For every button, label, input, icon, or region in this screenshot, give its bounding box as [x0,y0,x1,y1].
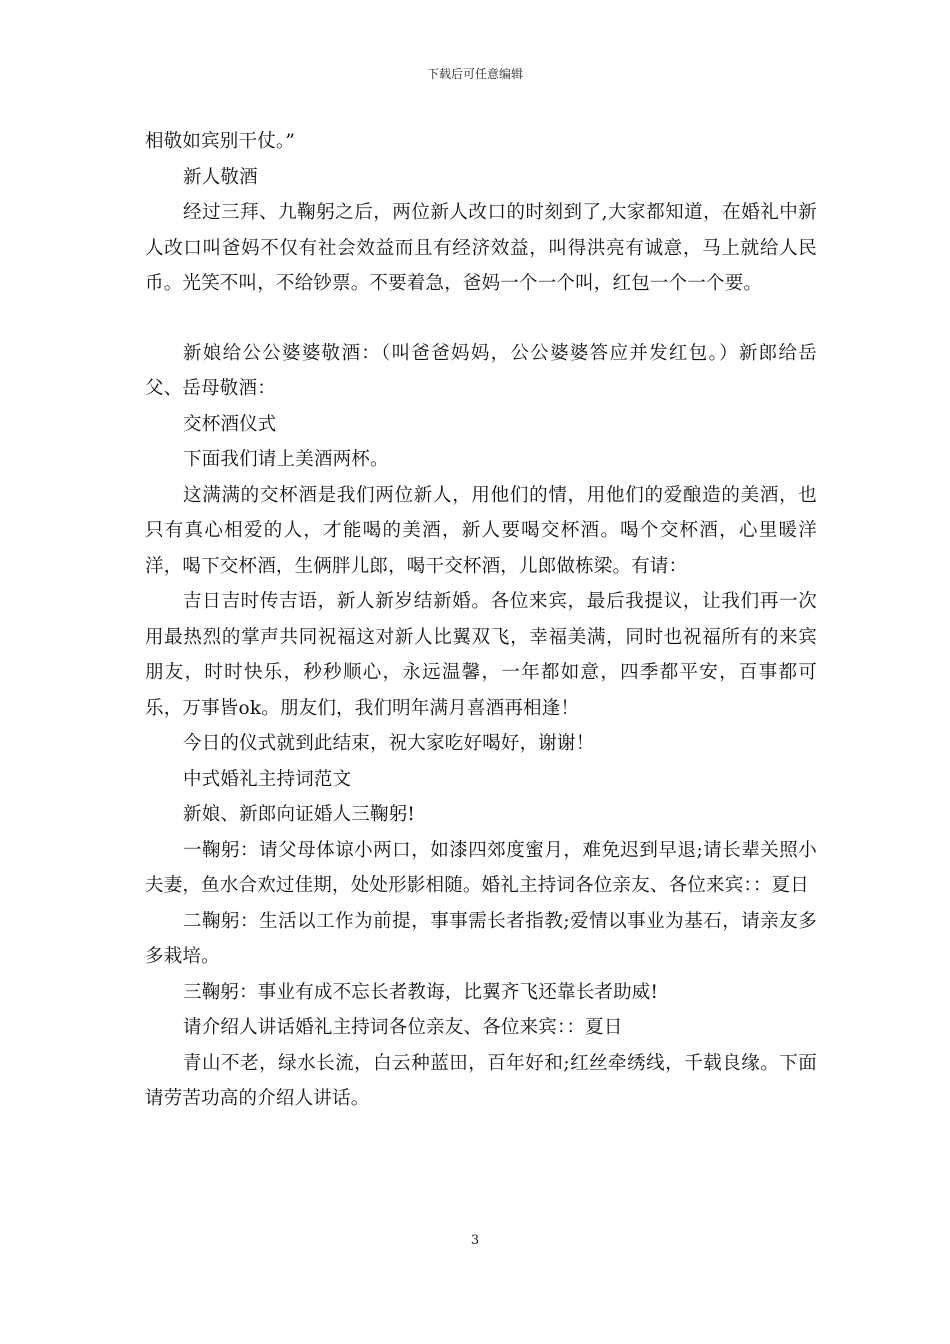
paragraph-three-bows: 新娘、新郎向证婚人三鞠躬! [183,804,416,825]
paragraph-introducer-speech: 请介绍人讲话婚礼主持词各位亲友、各位来宾：：夏日 [183,1017,623,1038]
paragraph-second-bow: 二鞠躬：生活以工作为前提，事事需长者指教;爱情以事业为基石，请亲友多多栽培。 [145,910,817,967]
paragraph-two-cups: 下面我们请上美酒两杯。 [183,449,389,470]
paragraph-name-change: 经过三拜、九鞠躬之后，两位新人改口的时刻到了,大家都知道，在婚礼中新人改口叫爸妈不仅有社会效益而且有经济效益，叫得洪亮有诚意，马上就给人民币。光笑不叫，不给钞票。不要着急，爸妈一个一个叫，红包一个一个要。 [145,202,817,294]
document-body [145,124,817,1117]
paragraph-parents-toast: 新娘给公公婆婆敬酒：（叫爸爸妈妈，公公婆婆答应并发红包。）新郎给岳父、岳母敬酒： [145,342,817,399]
heading-chinese-wedding-script: 中式婚礼主持词范文 [183,768,352,790]
page-header: 下载后可任意编辑 [426,67,523,81]
paragraph-third-bow: 三鞠躬：事业有成不忘长者教诲，比翼齐飞还靠长者助威! [183,981,659,1003]
paragraph-first-bow: 一鞠躬：请父母体谅小两口，如漆四郊度蜜月，难免迟到早退;请长辈关照小夫妻，鱼水合欢过佳期，处处形影相随。婚礼主持词各位亲友、各位来宾：：夏日 [145,839,817,896]
paragraph-gap [145,302,817,336]
paragraph-ceremony-end: 今日的仪式就到此结束，祝大家吃好喝好，谢谢！ [183,733,595,754]
heading-cross-cup: 交杯酒仪式 [183,413,277,435]
page-number: 3 [470,1233,480,1248]
paragraph-cross-cup-wine: 这满满的交杯酒是我们两位新人，用他们的情，用他们的爱酿造的美酒，也只有真心相爱的人，才能喝的美酒，新人要喝交杯酒。喝个交杯酒，心里暖洋洋，喝下交杯酒，生俩胖儿郎，喝干交杯酒，儿郎做栋梁。有请： [145,484,817,577]
heading-toast: 新人敬酒 [183,166,258,188]
paragraph-green-mountains: 青山不老，绿水长流，白云种蓝田，百年好和;红丝牵绣线，千载良缘。下面请劳苦功高的介绍人讲话。 [145,1052,817,1109]
paragraph-closing-quote: 相敬如宾别干仗。” [145,131,296,152]
paragraph-blessing: 吉日吉时传吉语，新人新岁结新婚。各位来宾，最后我提议，让我们再一次用最热烈的掌声共同祝福这对新人比翼双飞，幸福美满，同时也祝福所有的来宾朋友，时时快乐，秒秒顺心，永远温馨，一年都如意，四季都平安，百事都可乐，万事皆ok。朋友们，我们明年满月喜酒再相逢！ [145,591,817,719]
